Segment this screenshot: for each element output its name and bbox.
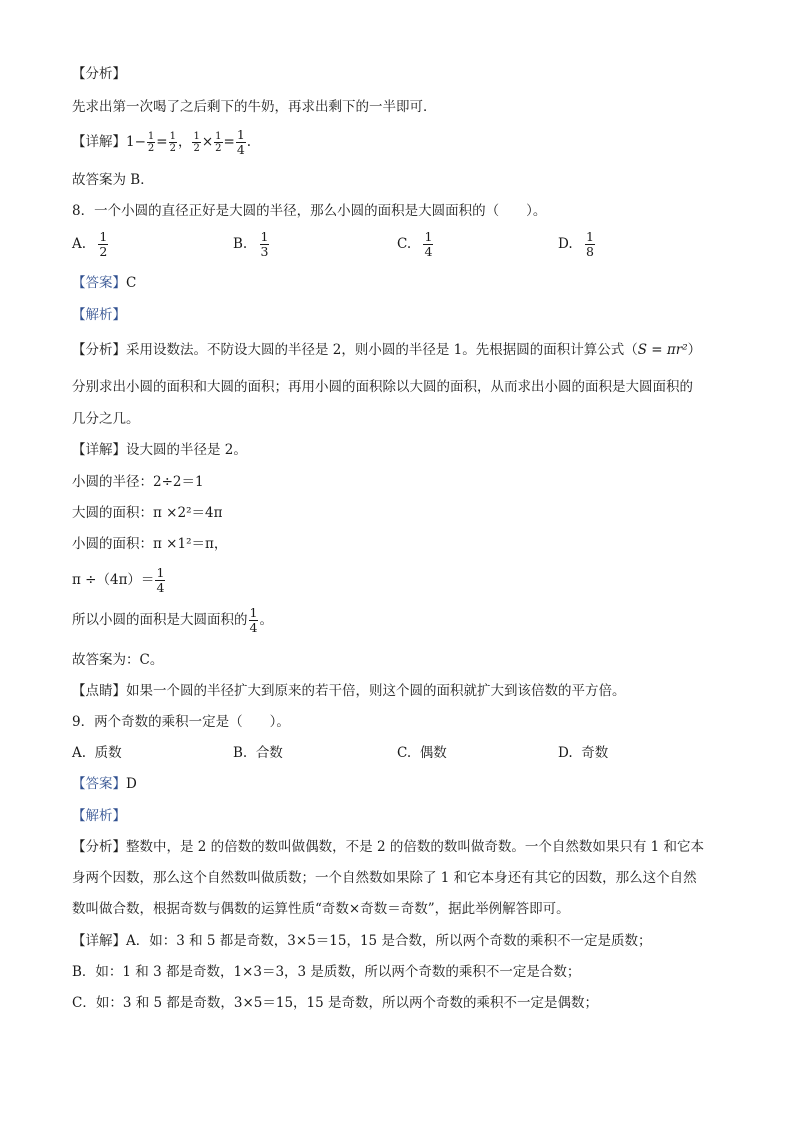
fraction: $\frac{1}{2}$ xyxy=(99,229,108,259)
q8-tip xyxy=(72,681,626,701)
q9-option-a: A. 质数 xyxy=(72,745,122,761)
q8-detail-6 xyxy=(72,606,273,635)
q9-option-c: C. 偶数 xyxy=(397,745,447,761)
detail-text: π ÷（4π）＝ xyxy=(72,572,155,588)
q9-detail-b: B．如：1 和 3 都是奇数，1×3＝3，3 是质数，所以两个奇数的乘积不一定是合数； xyxy=(72,964,581,980)
fraction: $\frac{1}{2}$ xyxy=(193,131,200,154)
detail-tag: 【详解】 xyxy=(72,442,126,458)
option-label: B. xyxy=(233,236,248,252)
question-9: 9．两个奇数的乘积一定是（ ）。 xyxy=(72,714,290,730)
detail-text: 所以小圆的面积是大圆面积的 xyxy=(72,612,248,628)
option-label: A. xyxy=(72,236,87,252)
tip-text: 如果一个圆的半径扩大到原来的若干倍，则这个圆的面积就扩大到该倍数的平方倍。 xyxy=(126,683,626,699)
detail-text: 设大圆的半径是 2。 xyxy=(126,442,247,458)
q8-option-c xyxy=(397,230,434,259)
q9-option-d: D. 奇数 xyxy=(558,745,609,761)
detail-tag: 【详解】 xyxy=(72,134,126,150)
answer-value: C xyxy=(126,275,137,291)
q9-detail-c: C．如：3 和 5 都是奇数，3×5＝15，15 是奇数，所以两个奇数的乘积不一定是偶数； xyxy=(72,995,599,1011)
analysis-tag: 【分析】 xyxy=(72,839,126,855)
detail-calc-line xyxy=(72,128,251,157)
q8-analysis-1 xyxy=(72,340,701,360)
q9-jiexi-tag: 【解析】 xyxy=(72,808,126,824)
question-8: 8．一个小圆的直径正好是大圆的半径，那么小圆的面积是大圆面积的（ ）。 xyxy=(72,203,547,219)
detail-text: 。 xyxy=(259,612,273,628)
q8-analysis-3: 几分之几。 xyxy=(72,411,140,427)
q9-answer xyxy=(72,774,137,794)
calc-text: = xyxy=(223,134,235,150)
fraction: $\frac{1}{8}$ xyxy=(585,229,594,259)
q8-detail-4: 小圆的面积：π ×1²＝π， xyxy=(72,536,228,552)
calc-text: × xyxy=(201,134,214,150)
analysis-text-end: ） xyxy=(687,342,702,358)
analysis-text: 先求出第一次喝了之后剩下的牛奶，再求出剩下的一半即可． xyxy=(72,99,437,115)
fraction: $\frac{1}{3}$ xyxy=(260,229,269,259)
q8-option-b xyxy=(233,230,270,259)
q9-option-b: B. 合数 xyxy=(233,745,283,761)
answer-tag: 【答案】 xyxy=(72,776,126,792)
calc-text: . xyxy=(246,134,252,150)
option-label: D. xyxy=(558,236,573,252)
q8-analysis-2: 分别求出小圆的面积和大圆的面积；再用小圆的面积除以大圆的面积，从而求出小圆的面积是大圆面积的 xyxy=(72,379,693,395)
q8-option-a xyxy=(72,230,109,259)
area-formula: S = πr² xyxy=(637,342,688,358)
analysis-tag: 【分析】 xyxy=(72,66,126,82)
detail-text: A．如：3 和 5 都是奇数，3×5＝15，15 是合数，所以两个奇数的乘积不一定是质数； xyxy=(126,933,652,949)
q9-analysis-2: 身两个因数，那么这个自然数叫做质数；一个自然数如果除了 1 和它本身还有其它的因数，那么这个自然 xyxy=(72,870,697,886)
q8-detail-3: 大圆的面积：π ×2²＝4π xyxy=(72,505,223,521)
fraction: $\frac{1}{2}$ xyxy=(169,131,176,154)
detail-tag: 【详解】 xyxy=(72,933,126,949)
answer-line: 故答案为 B． xyxy=(72,172,154,188)
fraction: $\frac{1}{2}$ xyxy=(215,131,222,154)
analysis-tag: 【分析】 xyxy=(72,342,126,358)
fraction: $\frac{1}{4}$ xyxy=(249,605,258,635)
analysis-text: 采用设数法。不防设大圆的半径是 2，则小圆的半径是 1。先根据圆的面积计算公式（ xyxy=(126,342,638,358)
q9-analysis-1 xyxy=(72,837,704,857)
q8-detail-5 xyxy=(72,566,166,595)
fraction: $\frac{1}{4}$ xyxy=(424,229,433,259)
q8-detail-1 xyxy=(72,440,247,460)
q8-answer xyxy=(72,273,136,293)
fraction: $\frac{1}{2}$ xyxy=(147,131,155,154)
q8-final: 故答案为：C。 xyxy=(72,652,164,668)
analysis-text: 整数中，是 2 的倍数的数叫做偶数，不是 2 的倍数的数叫做奇数。一个自然数如果只有 1 和它本 xyxy=(126,839,705,855)
option-label: C. xyxy=(397,236,412,252)
q9-analysis-3: 数叫做合数，根据奇数与偶数的运算性质“奇数×奇数＝奇数”，据此举例解答即可。 xyxy=(72,901,570,917)
answer-value: D xyxy=(126,776,137,792)
answer-tag: 【答案】 xyxy=(72,275,126,291)
q8-jiexi-tag: 【解析】 xyxy=(72,307,126,323)
calc-text: ， xyxy=(177,134,192,150)
tip-tag: 【点睛】 xyxy=(72,683,126,699)
q8-detail-2: 小圆的半径：2÷2＝1 xyxy=(72,474,204,490)
q9-detail-a xyxy=(72,931,651,951)
calc-text: 1− xyxy=(126,134,146,150)
calc-text: = xyxy=(156,134,168,150)
fraction: $\frac{1}{4}$ xyxy=(156,565,165,595)
fraction: $\frac{1}{4}$ xyxy=(236,127,245,157)
q8-option-d xyxy=(558,230,596,259)
